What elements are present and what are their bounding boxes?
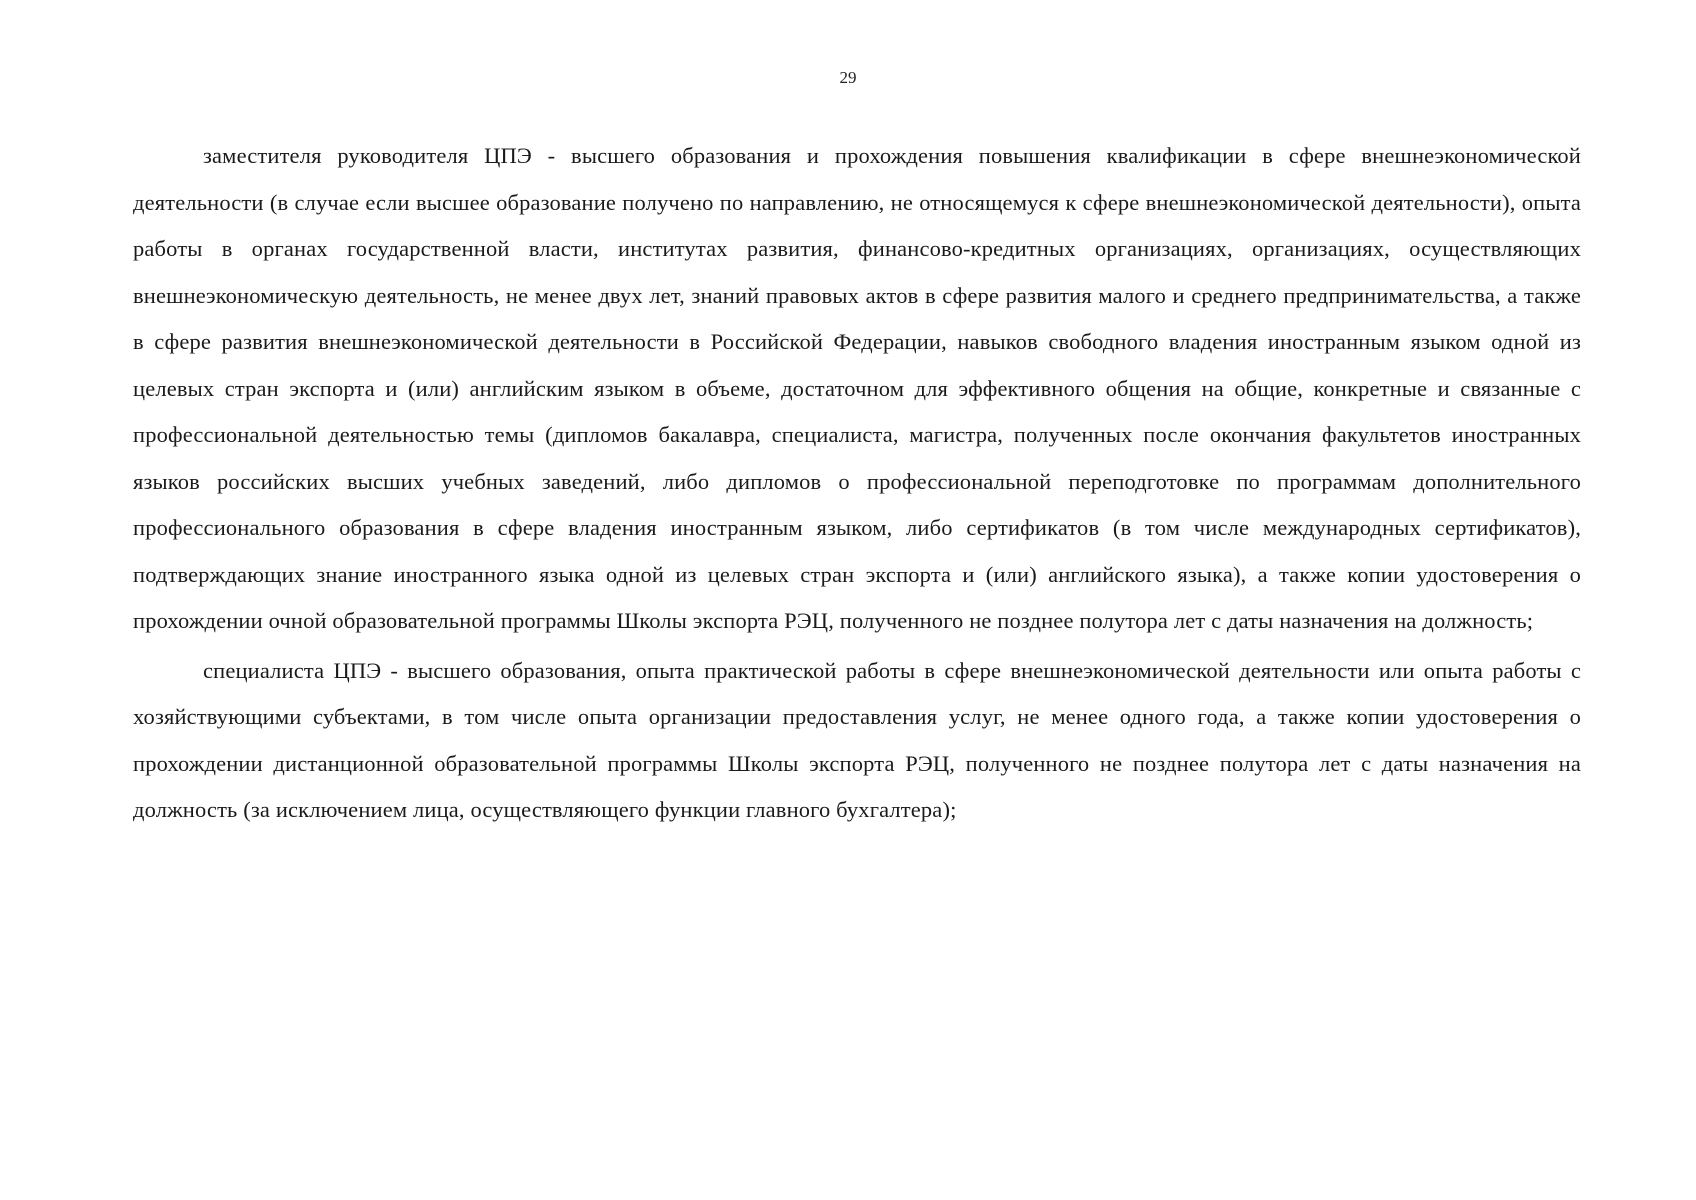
page-number: 29 (839, 68, 857, 87)
paragraph-specialist-requirements: специалиста ЦПЭ - высшего образования, опыта практической работы в сфере внешнеэкономической деятельности или опыта работы с хозяйствующими субъектами, в том числе опыта организации предоставления услуг, не менее одного года, а также копии удостоверения о прохождении дистанционной образовательной программы Школы экспорта РЭЦ, полученного не позднее полутора лет с даты назначения на должность (за исключением лица, осуществляющего функции главного бухгалтера); (133, 657, 1581, 822)
body-text (133, 133, 1581, 834)
paragraph-deputy-head-requirements: заместителя руководителя ЦПЭ - высшего образования и прохождения повышения квалификации в сфере внешнеэкономической деятельности (в случае если высшее образование получено по направлению, не относящемуся к сфере внешнеэкономической деятельности), опыта работы в органах государственной власти, институтах развития, финансово-кредитных организациях, организациях, осуществляющих внешнеэкономическую деятельность, не менее двух лет, знаний правовых актов в сфере развития малого и среднего предпринимательства, а также в сфере развития внешнеэкономической деятельности в Российской Федерации, навыков свободного владения иностранным языком одной из целевых стран экспорта и (или) английским языком в объеме, достаточном для эффективного общения на общие, конкретные и связанные с профессиональной деятельностью темы (дипломов бакалавра, специалиста, магистра, полученных после окончания факультетов иностранных языков российских высших учебных заведений, либо дипломов о профессиональной переподготовке по программам дополнительного профессионального образования в сфере владения иностранным языком, либо сертификатов (в том числе международных сертификатов), подтверждающих знание иностранного языка одной из целевых стран экспорта и (или) английского языка), а также копии удостоверения о прохождении очной образовательной программы Школы экспорта РЭЦ, полученного не позднее полутора лет с даты назначения на должность; (133, 143, 1581, 633)
